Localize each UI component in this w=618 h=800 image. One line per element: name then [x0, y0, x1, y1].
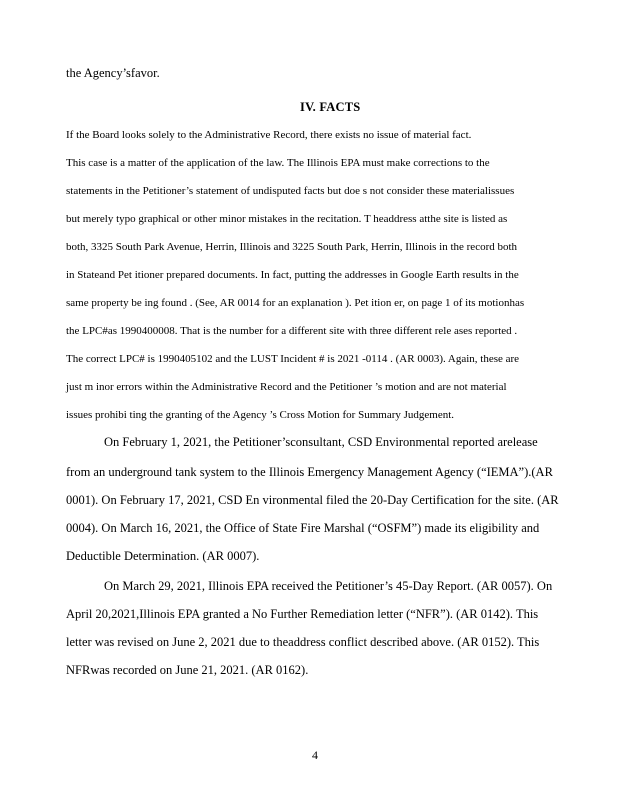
- paragraph-line: same property be ing found . (See, AR 0014 for an explanation ). Pet ition er, on page 1 of its motionhas: [66, 297, 525, 309]
- paragraph-line: NFRwas recorded on June 21, 2021. (AR 0162).: [66, 663, 309, 677]
- paragraph-line: just m inor errors within the Administrative Record and the Petitioner ’s motion and are not material: [66, 381, 507, 393]
- paragraph-line: issues prohibi ting the granting of the Agency ’s Cross Motion for Summary Judgement.: [66, 409, 455, 421]
- paragraph-line: in Stateand Pet itioner prepared documents. In fact, putting the addresses in Google Earth results in the: [66, 269, 519, 281]
- paragraph-line: letter was revised on June 2, 2021 due to theaddress conflict described above. (AR 0152). This: [66, 635, 540, 649]
- paragraph-line: from an underground tank system to the Illinois Emergency Management Agency (“IEMA”).(AR: [66, 465, 553, 479]
- page-number: 4: [312, 748, 318, 762]
- paragraph-line: but merely typo graphical or other minor mistakes in the recitation. T headdress atthe site is listed as: [66, 213, 508, 225]
- paragraph-line: This case is a matter of the application of the law. The Illinois EPA must make corrections to the: [66, 157, 490, 169]
- paragraph-line: April 20,2021,Illinois EPA granted a No Further Remediation letter (“NFR”). (AR 0142). This: [66, 607, 539, 621]
- paragraph-line: On February 1, 2021, the Petitioner’sconsultant, CSD Environmental reported arelease: [104, 435, 538, 449]
- paragraph-line: 0001). On February 17, 2021, CSD En vironmental filed the 20-Day Certification for the site. (AR: [66, 493, 559, 507]
- paragraph-line: 0004). On March 16, 2021, the Office of State Fire Marshal (“OSFM”) made its eligibility and: [66, 521, 540, 535]
- paragraph-line: The correct LPC# is 1990405102 and the LUST Incident # is 2021 -0114 . (AR 0003). Again, these are: [66, 353, 520, 365]
- opening-fragment: the Agency’sfavor.: [66, 66, 160, 80]
- paragraph-line: If the Board looks solely to the Administrative Record, there exists no issue of material fact.: [66, 129, 472, 141]
- paragraph-line: Deductible Determination. (AR 0007).: [66, 549, 260, 563]
- paragraph-line: statements in the Petitioner’s statement of undisputed facts but doe s not consider these materialissues: [66, 185, 515, 197]
- paragraph-line: the LPC#as 1990400008. That is the number for a different site with three different rele ases reported .: [66, 325, 518, 337]
- paragraph-line: On March 29, 2021, Illinois EPA received the Petitioner’s 45-Day Report. (AR 0057). On: [104, 579, 553, 593]
- paragraph-line: both, 3325 South Park Avenue, Herrin, Illinois and 3225 South Park, Herrin, Illinois in the record both: [66, 241, 518, 253]
- section-heading: IV. FACTS: [300, 100, 361, 114]
